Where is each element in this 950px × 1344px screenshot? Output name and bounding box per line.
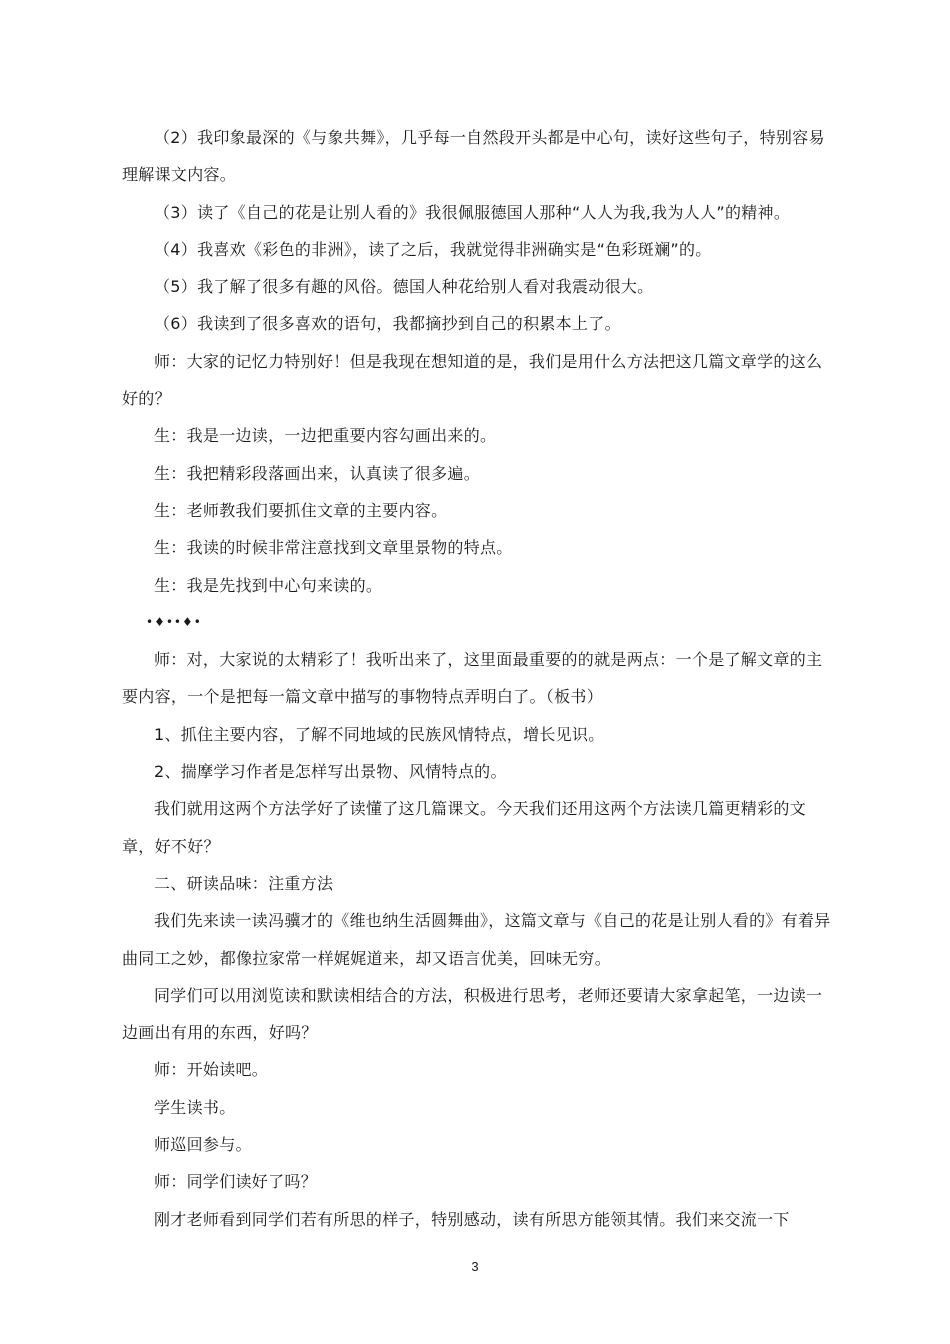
paragraph: 1、抓住主要内容，了解不同地域的民族风情特点，增长见识。	[154, 724, 605, 744]
paragraph: （6）我读到了很多喜欢的语句，我都摘抄到自己的积累本上了。	[154, 314, 621, 334]
paragraph: （2）我印象最深的《与象共舞》，几乎每一自然段开头都是中心句，读好这些句子，特别容易理解课文内容。	[122, 128, 825, 185]
paragraph: 师：对，大家说的太精彩了！我听出来了，这里面最重要的的就是两点：一个是了解文章的主要内容，一个是把每一篇文章中描写的事物特点弄明白了。（板书）	[122, 650, 823, 707]
paragraph: （5）我了解了很多有趣的风俗。德国人种花给别人看对我震动很大。	[154, 277, 654, 297]
paragraph: 师：开始读吧。	[154, 1060, 269, 1080]
paragraph: 2、揣摩学习作者是怎样写出景物、风情特点的。	[154, 762, 507, 782]
page-body	[122, 119, 834, 1238]
paragraph: 生：老师教我们要抓住文章的主要内容。	[154, 500, 448, 520]
paragraph: 师：大家的记忆力特别好！但是我现在想知道的是，我们是用什么方法把这几篇文章学的这么好的？	[122, 351, 823, 409]
paragraph: 师：同学们读好了吗？	[154, 1172, 318, 1192]
paragraph: 学生读书。	[154, 1097, 236, 1117]
section-heading: 二、研读品味：注重方法	[154, 873, 334, 893]
paragraph: 生：我读的时候非常注意找到文章里景物的特点。	[154, 538, 513, 558]
paragraph: 生：我是一边读，一边把重要内容勾画出来的。	[154, 426, 497, 446]
paragraph: （4）我喜欢《彩色的非洲》，读了之后，我就觉得非洲确实是“色彩斑斓”的。	[154, 239, 712, 259]
paragraph: 师巡回参与。	[154, 1135, 252, 1155]
paragraph: （3）读了《自己的花是让别人看的》我很佩服德国人那种“人人为我,我为人人”的精神。	[154, 202, 791, 222]
paragraph: 同学们可以用浏览读和默读相结合的方法，积极进行思考，老师还要请大家拿起笔，一边读一边画出有用的东西，好吗？	[122, 985, 823, 1043]
paragraph: 生：我是先找到中心句来读的。	[154, 575, 383, 595]
page-number: 3	[471, 1259, 479, 1274]
paragraph: 生：我把精彩段落画出来，认真读了很多遍。	[154, 463, 481, 483]
paragraph: 我们就用这两个方法学好了读懂了这几篇课文。今天我们还用这两个方法读几篇更精彩的文章，好不好？	[122, 799, 807, 856]
paragraph: 我们先来读一读冯骥才的《维也纳生活圆舞曲》，这篇文章与《自己的花是让别人看的》有着异曲同工之妙，都像拉家常一样娓娓道来，却又语言优美，回味无穷。	[122, 911, 831, 968]
paragraph: 刚才老师看到同学们若有所思的样子，特别感动，读有所思方能领其情。我们来交流一下	[154, 1209, 790, 1229]
ornament-divider: •♦••♦•	[146, 614, 202, 629]
